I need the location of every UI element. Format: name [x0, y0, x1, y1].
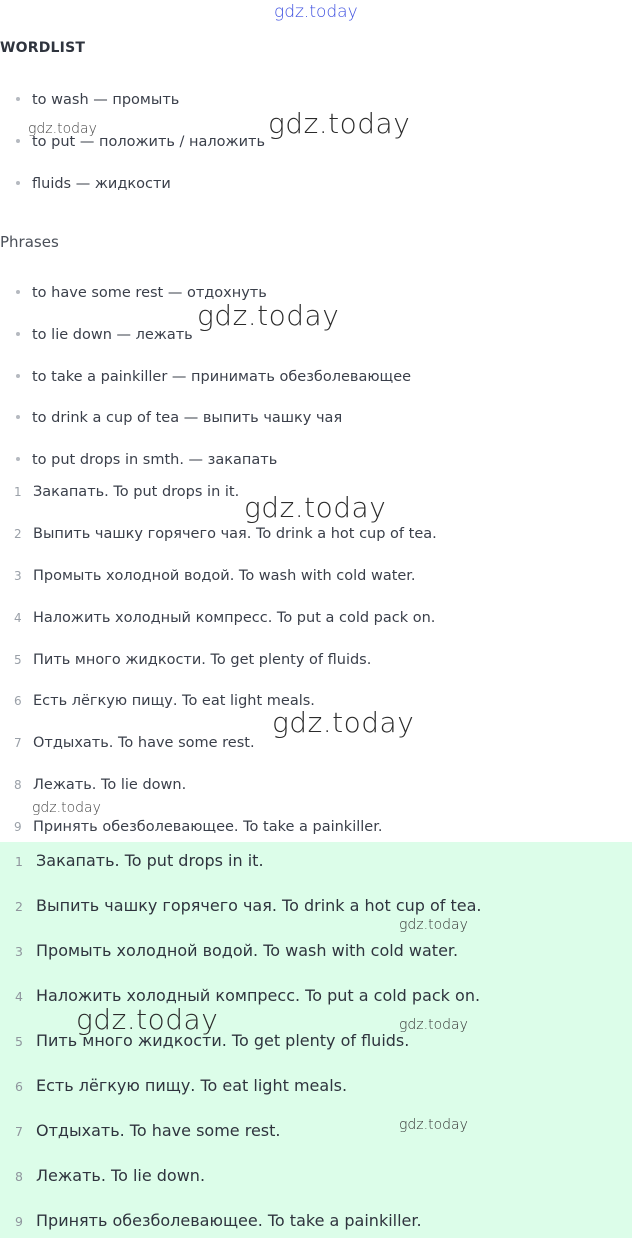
watermark: gdz.today: [272, 706, 415, 739]
answer-row: 4 Наложить холодный компресс. To put a cold pack on.: [15, 986, 481, 1005]
bullet-icon: [16, 97, 20, 101]
watermark: gdz.today: [399, 1117, 468, 1133]
phrase-item: to take a painkiller — принимать обезболевающее: [16, 369, 411, 385]
sentence-item: 2 Выпить чашку горячего чая. To drink a hot cup of tea.: [14, 526, 437, 542]
wordlist-heading: WORDLIST: [0, 40, 86, 56]
bullet-icon: [16, 415, 20, 419]
bullet-icon: [16, 181, 20, 185]
watermark: gdz.today: [399, 1017, 468, 1033]
phrase-item: to have some rest — отдохнуть: [16, 285, 267, 301]
watermark: gdz.today: [32, 800, 101, 816]
sentence-item: 5 Пить много жидкости. To get plenty of fluids.: [14, 652, 372, 668]
sentence-item: 1 Закапать. To put drops in it.: [14, 484, 240, 500]
bullet-icon: [16, 332, 20, 336]
phrase-item: to put drops in smth. — закапать: [16, 452, 277, 468]
watermark: gdz.today: [28, 121, 97, 137]
answer-row: 9 Принять обезболевающее. To take a painkiller.: [15, 1211, 422, 1230]
sentence-item: 8 Лежать. To lie down.: [14, 777, 187, 793]
watermark: gdz.today: [244, 491, 387, 524]
bullet-icon: [16, 290, 20, 294]
answer-row: 7 Отдыхать. To have some rest.: [15, 1121, 281, 1140]
bullet-icon: [16, 139, 20, 143]
watermark-top: gdz.today: [274, 2, 358, 22]
phrase-item: to drink a cup of tea — выпить чашку чая: [16, 410, 342, 426]
wordlist-item: fluids — жидкости: [16, 176, 171, 192]
answer-row: 1 Закапать. To put drops in it.: [15, 851, 264, 870]
bullet-icon: [16, 374, 20, 378]
phrases-heading: Phrases: [0, 233, 59, 251]
answer-row: 8 Лежать. To lie down.: [15, 1166, 206, 1185]
answer-row: 3 Промыть холодной водой. To wash with cold water.: [15, 941, 459, 960]
sentence-item: 9 Принять обезболевающее. To take a painkiller.: [14, 819, 383, 835]
bullet-icon: [16, 457, 20, 461]
sentence-item: 7 Отдыхать. To have some rest.: [14, 735, 255, 751]
sentence-item: 6 Есть лёгкую пищу. To eat light meals.: [14, 693, 315, 709]
watermark: gdz.today: [76, 1003, 219, 1036]
phrase-item: to lie down — лежать: [16, 327, 193, 343]
watermark: gdz.today: [399, 917, 468, 933]
wordlist-item: to put — положить / наложить: [16, 134, 265, 150]
sentence-item: 3 Промыть холодной водой. To wash with cold water.: [14, 568, 416, 584]
answer-row: 5 Пить много жидкости. To get plenty of fluids.: [15, 1031, 410, 1050]
sentence-item: 4 Наложить холодный компресс. To put a cold pack on.: [14, 610, 436, 626]
wordlist-item: to wash — промыть: [16, 92, 179, 108]
answer-row: 6 Есть лёгкую пищу. To eat light meals.: [15, 1076, 348, 1095]
watermark: gdz.today: [197, 299, 340, 332]
answer-row: 2 Выпить чашку горячего чая. To drink a hot cup of tea.: [15, 896, 482, 915]
watermark: gdz.today: [268, 107, 411, 140]
